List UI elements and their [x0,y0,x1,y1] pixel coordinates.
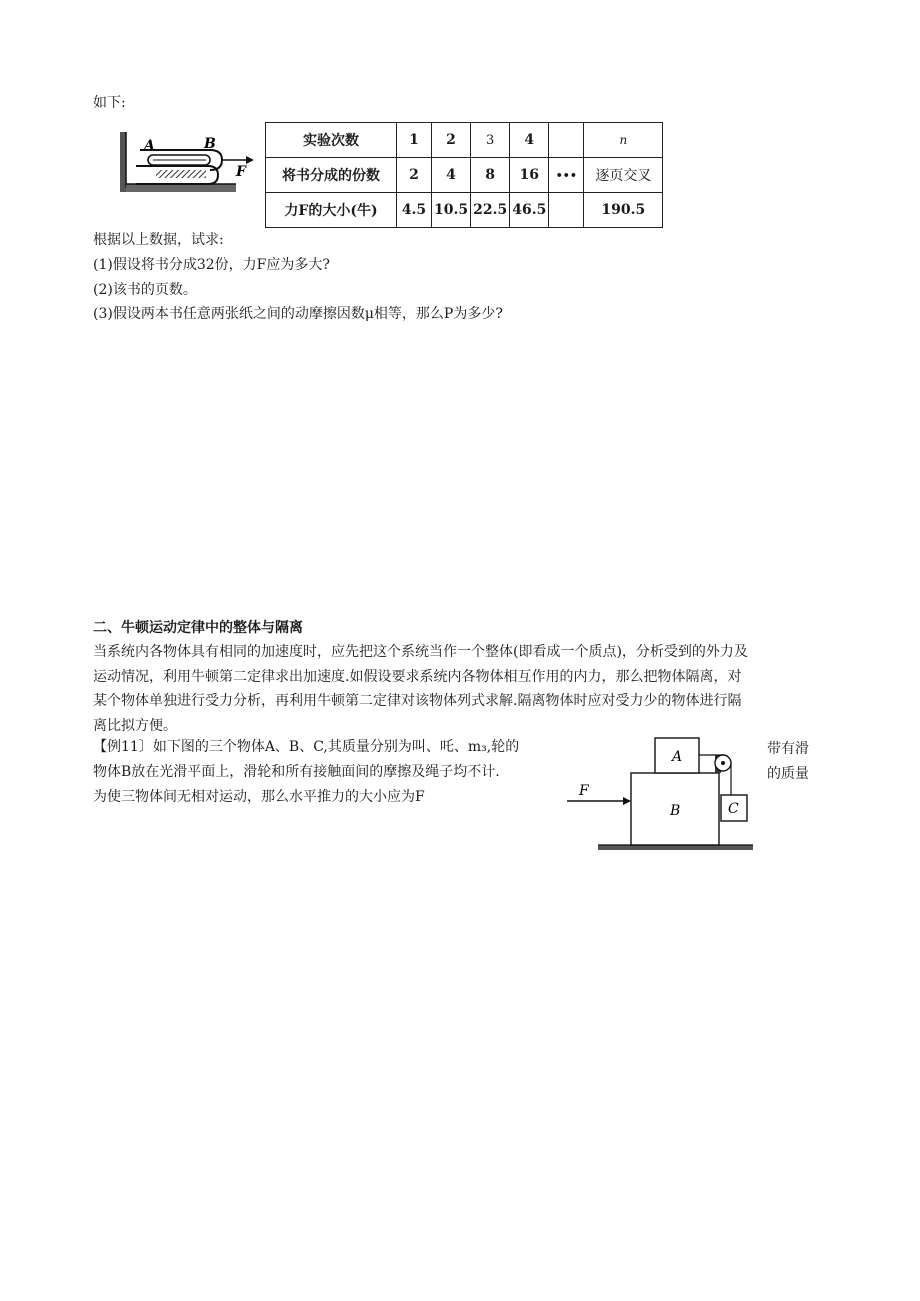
section-title: 二、牛顿运动定律中的整体与隔离 [93,620,303,636]
table-cell: 3 [471,123,510,158]
table-row [266,123,663,158]
table-cell: 2 [397,158,432,193]
table-header-cell: 力F的大小(牛) [266,193,397,228]
table-cell: 22.5 [471,193,510,228]
table-cell [549,123,584,158]
figure2-label-f: F [579,783,589,799]
question-2: (2)该书的页数。 [93,282,197,298]
paragraph-line: 某个物体单独进行受力分析，再利用牛顿第二定律对该物体列式求解.隔离物体时应对受力少的物体进行隔 [93,693,742,709]
table-cell: n [584,123,663,158]
table-cell: 8 [471,158,510,193]
figure1-label-f: F [236,164,246,180]
table-cell: 4 [432,158,471,193]
example-line-3: 为使三物体间无相对运动，那么水平推力的大小应为F [93,789,425,805]
section-paragraph [93,640,813,738]
example-line-2: 物体B放在光滑平面上，滑轮和所有接触面间的摩擦及绳子均不计. [93,764,500,780]
table-row [266,158,663,193]
question-3: (3)假设两本书任意两张纸之间的动摩擦因数μ相等，那么P为多少? [93,306,503,322]
figure2-label-c: C [728,801,739,817]
table-cell: ••• [549,158,584,193]
questions-prompt: 根据以上数据，试求: [93,232,224,248]
table-cell: 190.5 [584,193,663,228]
paragraph-line: 运动情况，利用牛顿第二定律求出加速度.如假设要求系统内各物体相互作用的内力，那么把物体隔离，对 [93,668,742,685]
figure1-label-b: B [204,136,216,152]
table-header-cell: 将书分成的份数 [266,158,397,193]
question-1: (1)假设将书分成32份，力F应为多大? [93,257,330,273]
experiment-table [265,122,663,228]
table-cell: 46.5 [510,193,549,228]
table-header-cell: 实验次数 [266,123,397,158]
table-row [266,193,663,228]
table-cell: 4 [510,123,549,158]
figure2-label-b: B [670,803,681,819]
table-cell [549,193,584,228]
table-cell: 2 [432,123,471,158]
example-line-1: 【例11〕如下图的三个物体A、B、C,其质量分别为叫、吒、m₃,轮的 [93,739,520,755]
table-cell: 16 [510,158,549,193]
paragraph-line: 离比拟方便。 [93,717,177,734]
table-cell: 4.5 [397,193,432,228]
paragraph-line: 当系统内各物体具有相同的加速度时，应先把这个系统当作一个整体(即看成一个质点)，分析受到的外力及 [93,644,748,660]
table-cell: 逐页交叉 [584,158,663,193]
intro-text: 如下: [93,95,126,111]
force-arrow-icon [623,797,631,805]
figure1-label-a: A [144,138,155,154]
example-side-2: 的质量 [767,766,809,782]
table-cell: 1 [397,123,432,158]
book-friction-figure [118,128,258,198]
table-cell: 10.5 [432,193,471,228]
figure2-label-a: A [672,749,683,765]
example-side-1: 带有滑 [767,741,809,757]
pulley-blocks-figure [565,733,760,858]
